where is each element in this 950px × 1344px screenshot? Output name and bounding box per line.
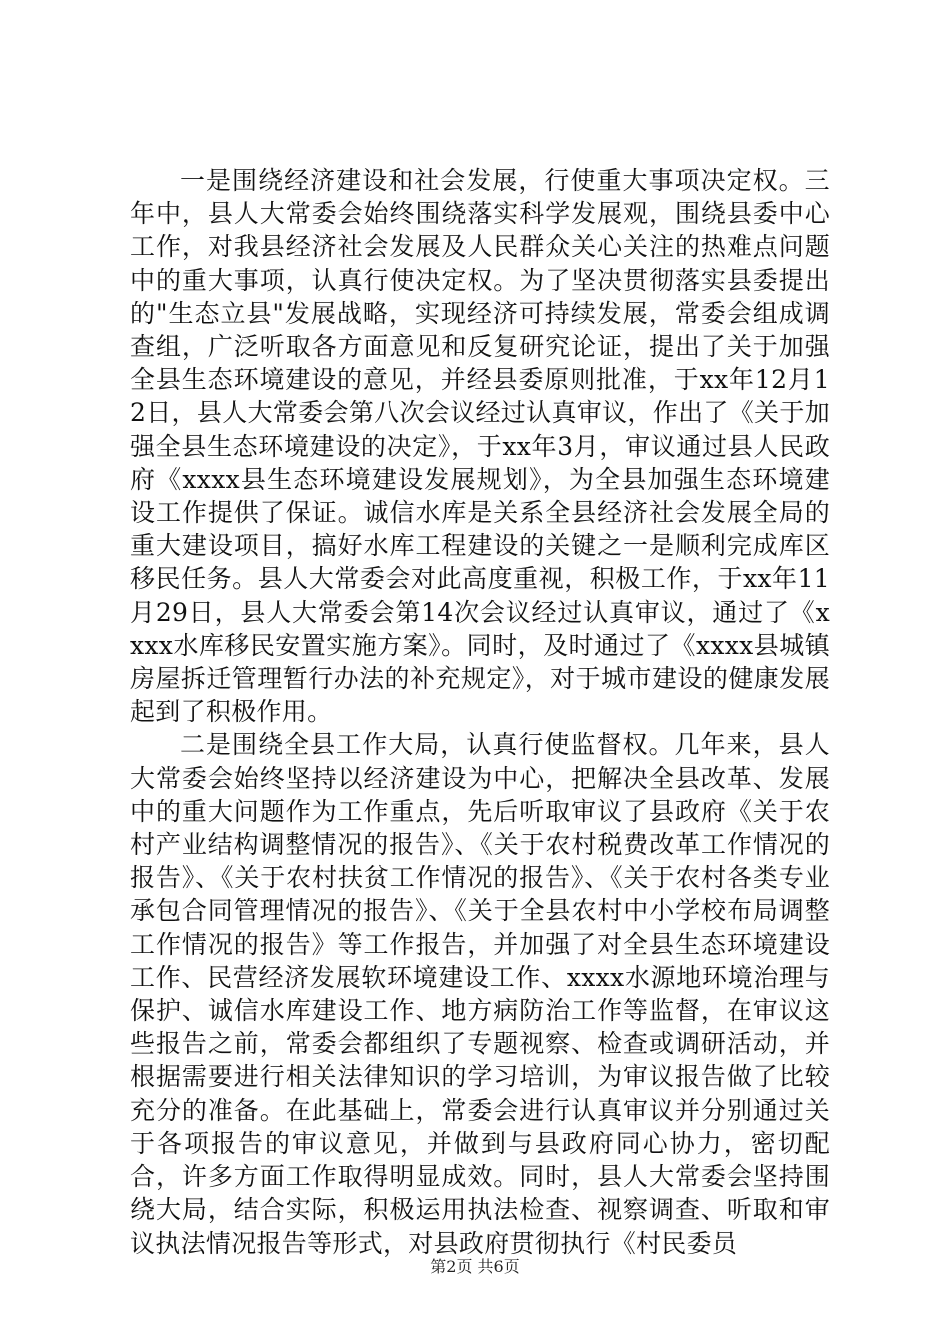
paragraph-decision-power: 一是围绕经济建设和社会发展，行使重大事项决定权。三年中，县人大常委会始终围绕落实科学发展观，围绕县委中心工作，对我县经济社会发展及人民群众关心关注的热难点问题中的重大事项，认真行使决定权。为了坚决贯彻落实县委提出的"生态立县"发展战略，实现经济可持续发展，常委会组成调查组，广泛听取各方面意见和反复研究论证，提出了关于加强全县生态环境建设的意见，并经县委原则批准，于xx年12月12日，县人大常委会第八次会议经过认真审议，作出了《关于加强全县生态环境建设的决定》，于xx年3月，审议通过县人民政府《xxxx县生态环境建设发展规划》，为全县加强生态环境建设工作提供了保证。诚信水库是关系全县经济社会发展全局的重大建设项目，搞好水库工程建设的关键之一是顺利完成库区移民任务。县人大常委会对此高度重视，积极工作，于xx年11月29日，县人大常委会第14次会议经过认真审议，通过了《xxxx水库移民安置实施方案》。同时，及时通过了《xxxx县城镇房屋拆迁管理暂行办法的补充规定》，对于城市建设的健康发展起到了积极作用。 — [130, 166, 830, 727]
paragraph-supervision-power: 二是围绕全县工作大局，认真行使监督权。几年来，县人大常委会始终坚持以经济建设为中心，把解决全县改革、发展中的重大问题作为工作重点，先后听取审议了县政府《关于农村产业结构调整情况的报告》、《关于农村税费改革工作情况的报告》、《关于农村扶贫工作情况的报告》、《关于农村各类专业承包合同管理情况的报告》、《关于全县农村中小学校布局调整工作情况的报告》等工作报告，并加强了对全县生态环境建设工作、民营经济发展软环境建设工作、xxxx水源地环境治理与保护、诚信水库建设工作、地方病防治工作等监督，在审议这些报告之前，常委会都组织了专题视察、检查或调研活动，并根据需要进行相关法律知识的学习培训，为审议报告做了比较充分的准备。在此基础上，常委会进行认真审议并分别通过关于各项报告的审议意见，并做到与县政府同心协力，密切配合，许多方面工作取得明显成效。同时，县人大常委会坚持围绕大局，结合实际，积极运用执法检查、视察调查、听取和审议执法情况报告等形式，对县政府贯彻执行《村民委员 — [130, 730, 830, 1258]
document-body — [130, 164, 830, 1260]
page-number-footer: 第2页 共6页 — [430, 1257, 520, 1276]
